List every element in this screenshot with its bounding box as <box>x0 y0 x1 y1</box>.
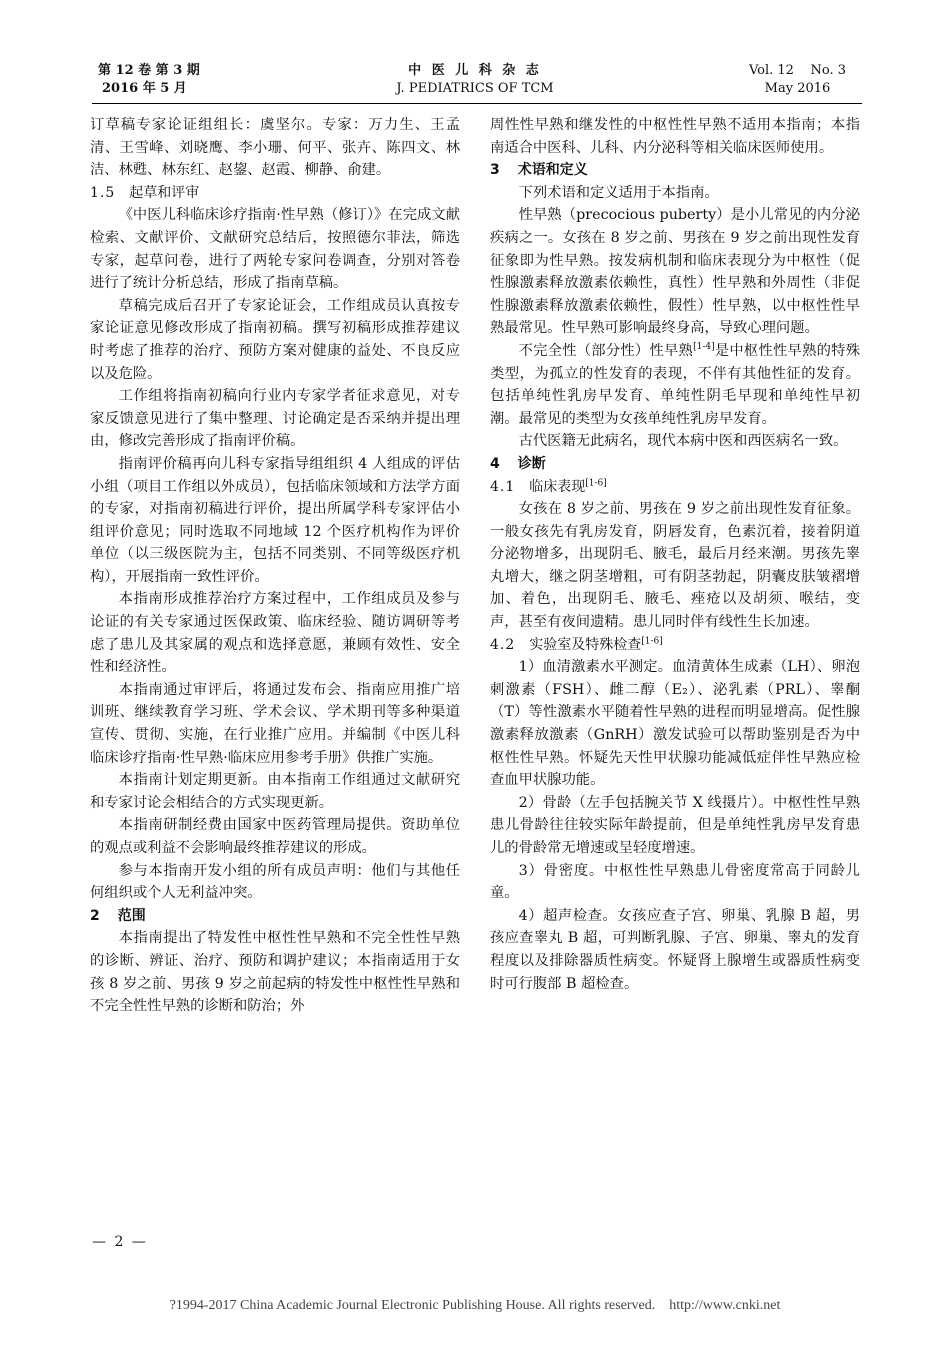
paragraph-text: 订草稿专家论证组组长：虞坚尔。专家：万力生、王孟清、王雪峰、刘晓鹰、李小珊、何平、张卉、陈四文、林洁、林甦、林东红、赵鋆、赵霞、柳静、俞建。 <box>90 117 460 179</box>
citation: [1-6] <box>641 636 663 646</box>
page-number: — 2 — <box>92 1234 148 1250</box>
section-heading <box>490 159 860 182</box>
paragraph <box>90 679 460 769</box>
paragraph-text: 本指南形成推荐治疗方案过程中，工作组成员及参与论证的有关专家通过医保政策、临床经验、随访调研等考虑了患儿及其家属的观点和选择意愿，兼顾有效性、安全性和经济性。 <box>90 591 460 676</box>
paragraph-text: 不完全性（部分性）性早熟 <box>518 342 694 359</box>
paragraph <box>90 927 460 1017</box>
paragraph-text: 指南评价稿再向儿科专家指导组组织 4 人组成的评估小组（项目工作组以外成员），包括临床领域和方法学方面的专家，对指南初稿进行评价，提出所属学科专家评估小组评价意见；同时选取不同地域 12 个医疗机构作为评价单位（以三级医院为主，包括不同类别、不同等级医疗机构），开展指南一致性评价。 <box>90 455 460 585</box>
issue-date: 2016 年 5 月 <box>102 81 187 96</box>
citation: [1-6] <box>585 477 607 488</box>
paragraph <box>90 453 460 589</box>
paragraph-text: 下列术语和定义适用于本指南。 <box>518 184 719 201</box>
subsection-title: 实验室及特殊检查 <box>529 636 642 653</box>
paragraph-text: 《中医儿科临床诊疗指南·性早熟（修订）》在完成文献检索、文献评价、文献研究总结后，按照德尔菲法，筛选专家，起草问卷，进行了两轮专家问卷调查，分别对答卷进行了统计分析总结，形成了指南草稿。 <box>90 207 460 292</box>
paragraph-text: 本指南提出了特发性中枢性性早熟和不完全性性早熟的诊断、辨证、治疗、预防和调护建议；本指南适用于女孩 8 岁之前、男孩 9 岁之前起病的特发性中枢性性早熟和不完全性性早熟的诊断和防治；外 <box>90 930 460 1015</box>
paragraph-text: 性早熟（precocious puberty）是小儿常见的内分泌疾病之一。女孩在 8 岁之前、男孩在 9 岁之前出现性发育征象即为性早熟。按发病机制和临床表现分为中枢性（促性腺激素释放激素依赖性，真性）性早熟和外周性（非促性腺激素释放激素依赖性，假性）性早熟，以中枢性性早熟最常见。性早熟可影响最终身高，导致心理问题。 <box>490 207 860 337</box>
section-title: 诊断 <box>517 455 546 472</box>
paragraph-text: 4）超声检查。女孩应查子宫、卵巢、乳腺 B 超，男孩应查睾丸 B 超，可判断乳腺、子宫、卵巢、睾丸的发育程度以及排除器质性病变。怀疑肾上腺增生或器质性病变时可行腹部 B 超检查。 <box>490 907 860 992</box>
paragraph-text: 2）骨龄（左手包括腕关节 X 线摄片）。中枢性性早熟患儿骨龄往往较实际年龄提前，但是单纯性乳房早发育患儿的骨龄常无增速或呈轻度增速。 <box>490 794 860 856</box>
subsection-heading <box>90 182 460 205</box>
paragraph-text: 草稿完成后召开了专家论证会，工作组成员认真按专家论证意见修改形成了指南初稿。撰写初稿形成推荐建议时考虑了推荐的治疗、预防方案对健康的益处、不良反应以及危险。 <box>90 297 460 382</box>
section-number: 3 <box>490 162 500 179</box>
section-heading <box>90 905 460 928</box>
paragraph <box>490 430 860 453</box>
paragraph <box>90 114 460 182</box>
paragraph <box>90 769 460 814</box>
paragraph-text: 参与本指南开发小组的所有成员声明：他们与其他任何组织或个人无利益冲突。 <box>90 862 460 902</box>
subsection-number: 4.1 <box>490 478 516 495</box>
page-header <box>0 0 950 110</box>
paragraph <box>490 204 860 340</box>
paragraph <box>490 182 860 205</box>
citation: [1-4] <box>693 342 715 353</box>
paragraph-text: 1）血清激素水平测定。血清黄体生成素（LH）、卵泡刺激素（FSH）、雌二醇（E₂）、泌乳素（PRL）、睾酮（T）等性激素水平随着性早熟的进程而明显增高。促性腺激素释放激素（GnRH）激发试验可以帮助鉴别是否为中枢性性早熟。怀疑先天性甲状腺功能减低症伴性早熟应检查血甲状腺功能。 <box>490 659 860 789</box>
paragraph-text: 周性性早熟和继发性的中枢性性早熟不适用本指南；本指南适合中医科、儿科、内分泌科等相关临床医师使用。 <box>490 117 860 156</box>
issue-date-en: May 2016 <box>764 81 831 96</box>
paragraph <box>490 498 860 634</box>
section-title: 范围 <box>117 907 146 924</box>
subsection-title: 起草和评审 <box>129 184 200 201</box>
subsection-title: 临床表现 <box>529 478 586 495</box>
paragraph <box>490 792 860 860</box>
header-rule <box>92 103 862 104</box>
journal-name-en: J. PEDIATRICS OF TCM <box>396 81 554 96</box>
subsection-heading <box>490 476 860 499</box>
paragraph <box>490 114 860 159</box>
section-title: 术语和定义 <box>517 162 588 179</box>
paragraph-text: 女孩在 8 岁之前、男孩在 9 岁之前出现性发育征象。一般女孩先有乳房发育，阴唇发育，色素沉着，接着阴道分泌物增多，出现阴毛、腋毛，最后月经来潮。男孩先睾丸增大，继之阴茎增粗，可有阴茎勃起，阴囊皮肤皱褶增加、着色，出现阴毛、腋毛、痤疮以及胡须、喉结，变声，甚至有夜间遗精。患儿同时伴有线性生长加速。 <box>490 501 860 631</box>
paragraph <box>490 656 860 792</box>
paragraph-text: 是中枢性性早熟的特殊类型，为孤立的性发育的表现，不伴有其他性征的发育。包括单纯性乳房早发育、单纯性阴毛早现和单纯性早初潮。最常见的类型为女孩单纯性乳房早发育。 <box>490 342 861 427</box>
paragraph-text: 3）骨密度。中枢性性早熟患儿骨密度常高于同龄儿童。 <box>490 862 860 902</box>
section-heading <box>490 453 860 476</box>
paragraph <box>90 295 460 385</box>
paragraph-text: 本指南计划定期更新。由本指南工作组通过文献研究和专家讨论会相结合的方式实现更新。 <box>90 772 460 811</box>
paragraph <box>90 204 460 294</box>
journal-name-cn: 中 医 儿 科 杂 志 <box>408 63 542 78</box>
paragraph <box>490 905 860 995</box>
volume-issue: 第 12 卷 第 3 期 <box>98 63 200 78</box>
left-column <box>90 114 460 1018</box>
right-column <box>490 114 860 995</box>
paragraph <box>90 814 460 859</box>
section-number: 4 <box>490 455 500 472</box>
paragraph <box>90 860 460 905</box>
paragraph <box>90 588 460 678</box>
paragraph-text: 本指南通过审评后，将通过发布会、指南应用推广培训班、继续教育学习班、学术会议、学术期刊等多种渠道宣传、贯彻、实施，在行业推广应用。并编制《中医儿科临床诊疗指南·性早熟·临床应用参考手册》供推广实施。 <box>90 681 460 766</box>
paragraph-text: 古代医籍无此病名，现代本病中医和西医病名一致。 <box>518 433 848 450</box>
subsection-number: 4.2 <box>490 636 516 653</box>
paragraph <box>90 385 460 453</box>
paragraph-text: 工作组将指南初稿向行业内专家学者征求意见，对专家反馈意见进行了集中整理、讨论确定是否采纳并提出理由，修改完善形成了指南评价稿。 <box>90 388 460 450</box>
section-number: 2 <box>90 907 100 924</box>
paragraph <box>490 860 860 905</box>
paragraph <box>490 340 860 430</box>
subsection-number: 1.5 <box>90 184 116 201</box>
paragraph-text: 本指南研制经费由国家中医药管理局提供。资助单位的观点或利益不会影响最终推荐建议的形成。 <box>90 817 460 856</box>
volume-issue-en: Vol. 12 No. 3 <box>748 63 846 78</box>
issue-info-en <box>749 62 846 98</box>
copyright-footer: ?1994-2017 China Academic Journal Electronic Publishing House. All rights reserved. http://www.cnki.net <box>169 1298 781 1313</box>
subsection-heading <box>490 634 860 657</box>
